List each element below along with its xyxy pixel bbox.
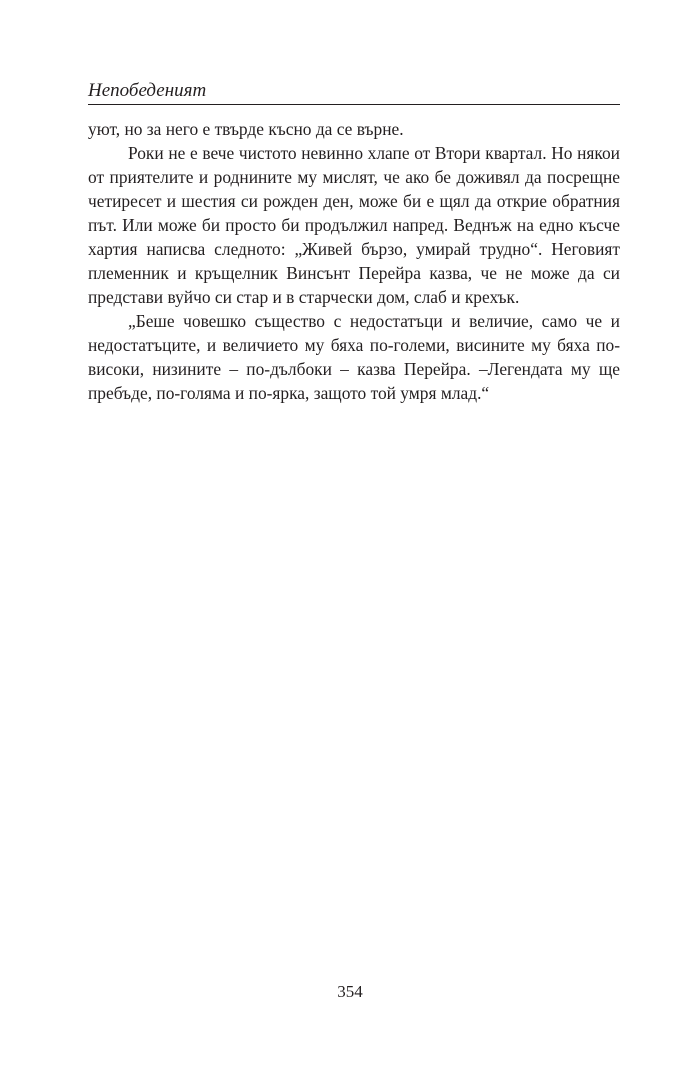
- page-number: 354: [337, 982, 363, 1001]
- paragraph-rocky: Роки не е вече чистото невинно хлапе от Втори квартал. Но някои от приятелите и роднините му мислят, че ако бе доживял да посрещне четиресет и шестия си рожден ден, може би е щял да открие обратния път. Или може би просто би продължил напред. Веднъж на едно късче хартия написва следното: „Живей бързо, умирай трудно“. Неговият племенник и кръщелник Винсънт Перейра казва, че не може да си представи вуйчо си стар и в старчески дом, слаб и крехък.: [88, 143, 620, 307]
- running-head-title: Непобеденият: [88, 80, 207, 101]
- paragraph-quote: „Беше човешко същество с недостатъци и величие, само че и недостатъците, и величието му бяха по-големи, висините му бяха по-високи, низините – по-дълбоки – казва Перейра. –Легендата му ще пребъде, по-голяма и по-ярка, защото той умря млад.“: [88, 311, 620, 403]
- header-rule: [88, 104, 620, 105]
- body-text: [88, 117, 620, 405]
- paragraph-continued: уют, но за него е твърде късно да се върне.: [88, 119, 404, 139]
